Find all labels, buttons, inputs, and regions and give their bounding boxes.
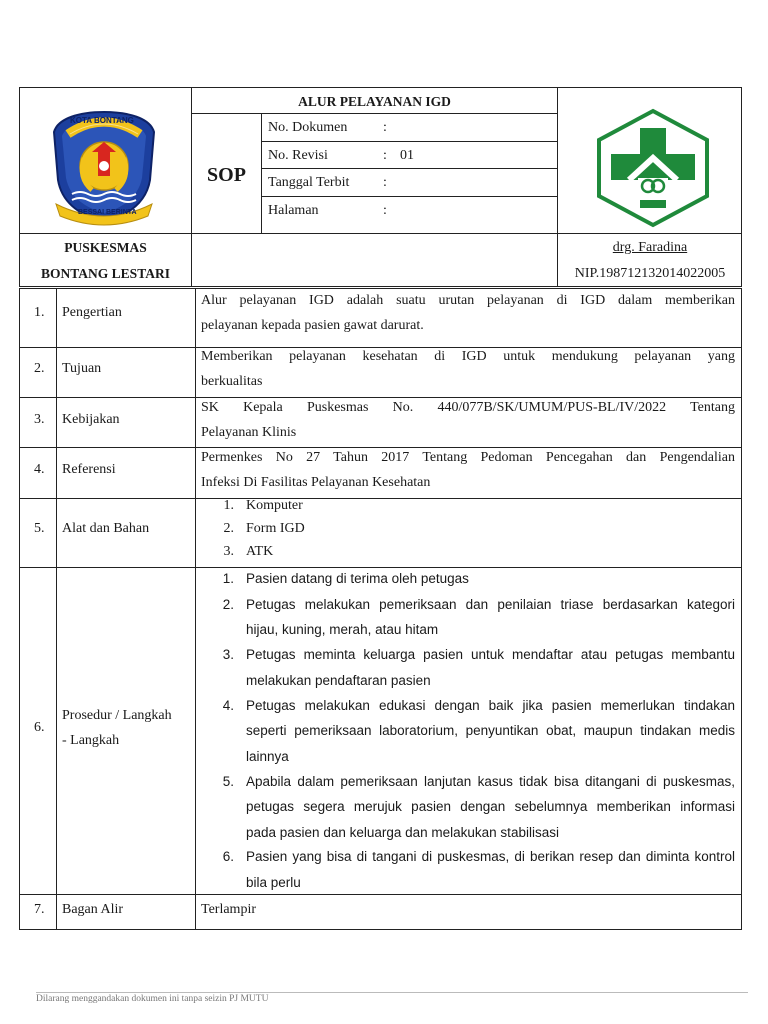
content-line: SK Kepala Puskesmas No. 440/077B/SK/UMUM/PUS-BL/IV/2022 Tentang (201, 400, 735, 415)
row-label: Tujuan (62, 361, 102, 376)
step-line: Pasien datang di terima oleh petugas (246, 571, 469, 586)
step-number: 2. (222, 596, 234, 612)
row-content: Terlampir (201, 902, 256, 917)
list-text: Komputer (246, 498, 303, 513)
step-number: 1. (222, 571, 234, 586)
content-line: Memberikan pelayanan kesehatan di IGD untuk mendukung pelayanan yang (201, 349, 735, 364)
field-sep: : (383, 175, 387, 190)
org-name-line1: PUSKESMAS (64, 240, 147, 255)
row-number: 5. (34, 521, 45, 536)
field-value-no-revisi: 01 (400, 148, 414, 163)
field-label-tanggal-terbit: Tanggal Terbit (268, 175, 350, 190)
org-name-line2: BONTANG LESTARI (41, 266, 170, 281)
step-line: Pasien yang bisa di tangani di puskesmas, di berikan resep dan diminta kontrol (246, 849, 735, 864)
footer-divider (36, 992, 748, 993)
list-item (218, 520, 728, 542)
row-number: 6. (34, 720, 45, 735)
step-line: Petugas meminta keluarga pasien untuk mendaftar atau petugas membantu (246, 647, 735, 662)
list-text: Form IGD (246, 521, 305, 536)
row-content (201, 445, 735, 495)
step-line: Petugas melakukan edukasi dengan baik jika pasien memerlukan tindakan (246, 697, 735, 713)
step-number: 3. (222, 647, 234, 662)
row-content (201, 344, 735, 394)
list-number: 2. (223, 521, 234, 536)
step-number: 6. (222, 849, 234, 864)
logo-ribbon-text: BESSAI BERINTA (78, 209, 137, 216)
row-label-line1: Prosedur / Langkah (62, 708, 172, 723)
row-label: Kebijakan (62, 412, 120, 427)
row-label: Pengertian (62, 305, 122, 320)
step-line: hijau, kuning, merah, atau hitam (246, 622, 439, 637)
content-line: Pelayanan Klinis (201, 425, 297, 440)
list-number: 1. (223, 498, 234, 513)
row-content (201, 395, 735, 445)
row-number: 3. (34, 412, 45, 427)
content-line: pelayanan kepada pasien gawat darurat. (201, 318, 424, 333)
signer-nip: NIP.198712132014022005 (574, 266, 726, 281)
step-line: petugas segera merujuk pasien dengan sebelumnya memberikan informasi (246, 799, 735, 814)
signer-name: drg. Faradina (612, 240, 688, 255)
step-line: pada pasien dan keluarga dan melakukan stabilisasi (246, 824, 559, 840)
step-line: Petugas melakukan pemeriksaan dan penilaian triase berdasarkan kategori (246, 596, 735, 612)
step-line: lainnya (246, 748, 289, 764)
row-number: 2. (34, 361, 45, 376)
step-line: bila perlu (246, 874, 301, 890)
footer-note: Dilarang menggandakan dokumen ini tanpa seizin PJ MUTU (36, 994, 269, 1004)
field-sep: : (383, 148, 387, 163)
step-line: melakukan pendaftaran pasien (246, 672, 431, 688)
field-sep: : (383, 203, 387, 218)
content-line: Alur pelayanan IGD adalah suatu urutan pelayanan di IGD dalam memberikan (201, 293, 735, 308)
row-number: 7. (34, 902, 45, 917)
step-line: seperti pemeriksaan laboratorium, penyuntikan obat, maupun tindakan medis (246, 723, 735, 738)
equipment-list (218, 498, 728, 568)
row-label: Alat dan Bahan (62, 521, 150, 536)
field-label-no-revisi: No. Revisi (268, 148, 328, 163)
field-sep: : (383, 120, 387, 135)
list-text: ATK (246, 544, 274, 559)
list-item (218, 542, 728, 564)
row-label: Bagan Alir (62, 902, 124, 917)
puskesmas-logo (594, 108, 712, 228)
step-number: 4. (222, 697, 234, 713)
document-title: ALUR PELAYANAN IGD (298, 94, 451, 109)
field-label-no-dokumen: No. Dokumen (268, 120, 348, 135)
row-number: 1. (34, 305, 45, 320)
row-content (201, 288, 735, 338)
kota-bontang-logo (48, 108, 160, 226)
row-label-line2: - Langkah (62, 733, 120, 748)
logo-top-text: KOTA BONTANG (70, 116, 134, 125)
list-item (218, 498, 728, 520)
row-label: Referensi (62, 462, 116, 477)
list-number: 3. (223, 544, 234, 559)
content-line: Infeksi Di Fasilitas Pelayanan Kesehatan (201, 475, 431, 490)
sop-label: SOP (207, 164, 246, 186)
step-number: 5. (222, 773, 234, 789)
content-line: berkualitas (201, 374, 263, 389)
row-number: 4. (34, 462, 45, 477)
step-line: Apabila dalam pemeriksaan lanjutan kasus tidak bisa ditangani di puskesmas, (246, 773, 735, 789)
content-line: Permenkes No 27 Tahun 2017 Tentang Pedoman Pencegahan dan Pengendalian (201, 450, 735, 465)
field-label-halaman: Halaman (268, 203, 319, 218)
